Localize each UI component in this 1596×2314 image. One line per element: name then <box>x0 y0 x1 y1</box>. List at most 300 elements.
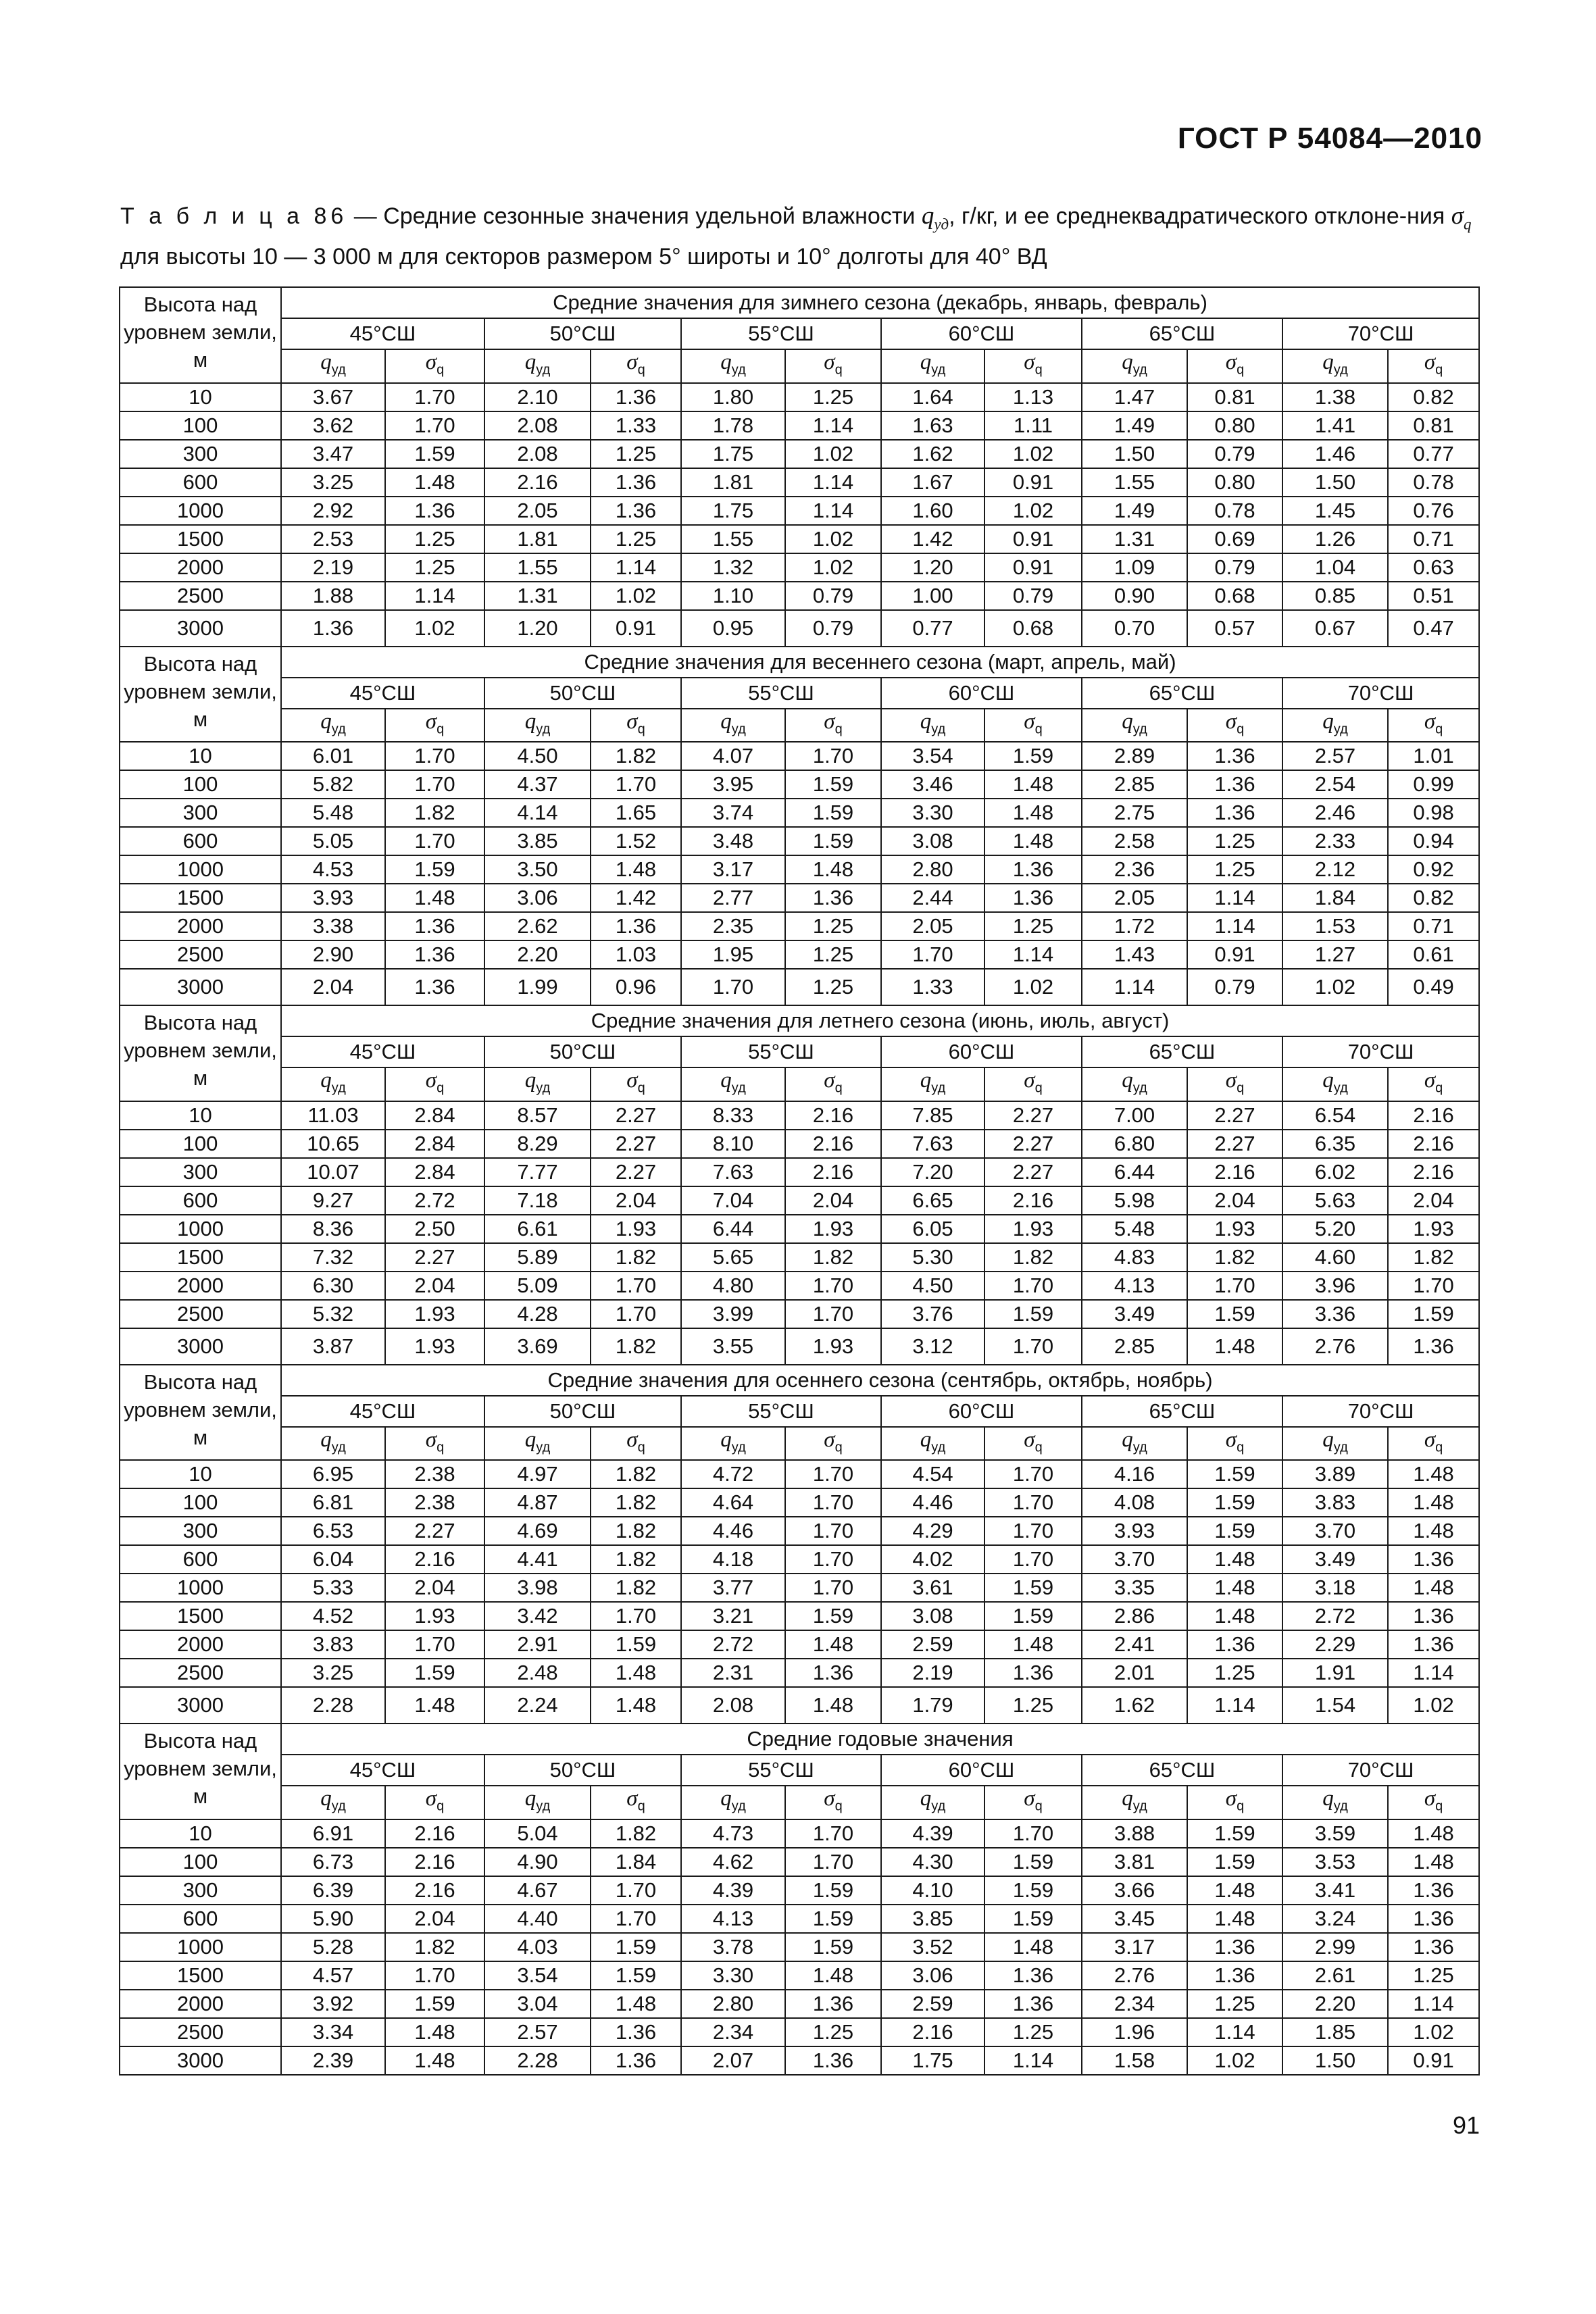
q-value-cell: 4.03 <box>484 1933 591 1961</box>
sigma-value-cell: 1.48 <box>785 855 881 884</box>
table-caption <box>120 200 1478 273</box>
height-cell: 300 <box>120 1876 281 1905</box>
q-value-cell: 2.41 <box>1082 1630 1187 1659</box>
sigma-value-cell: 1.36 <box>1187 1961 1282 1990</box>
sigma-value-cell: 1.25 <box>591 525 681 553</box>
height-cell: 100 <box>120 1488 281 1517</box>
q-specific-header: $q_{уд}$ <box>881 1427 984 1461</box>
q-value-cell: 2.08 <box>484 440 591 468</box>
q-value-cell: 2.44 <box>881 884 984 912</box>
sigma-value-cell: 0.80 <box>1187 468 1282 497</box>
q-value-cell: 7.04 <box>681 1186 785 1215</box>
q-value-cell: 4.16 <box>1082 1460 1187 1488</box>
q-specific-header: $q_{уд}$ <box>281 1067 385 1101</box>
sigma-q-header: $\sigma_q$ <box>591 709 681 743</box>
height-cell: 300 <box>120 1517 281 1545</box>
sigma-value-cell: 1.59 <box>1187 1488 1282 1517</box>
sigma-value-cell: 1.48 <box>591 855 681 884</box>
sigma-value-cell: 1.48 <box>984 1933 1082 1961</box>
sigma-value-cell: 2.16 <box>1388 1130 1479 1158</box>
q-value-cell: 2.54 <box>1282 770 1388 799</box>
sigma-value-cell: 0.91 <box>984 553 1082 582</box>
sigma-value-cell: 1.70 <box>984 1819 1082 1848</box>
sigma-q-header: $\sigma_q$ <box>785 1786 881 1819</box>
sigma-value-cell: 1.93 <box>785 1328 881 1365</box>
sigma-value-cell: 1.48 <box>785 1961 881 1990</box>
sigma-value-cell: 1.70 <box>785 1574 881 1602</box>
height-column-header: Высота над уровнем земли, м <box>120 1724 281 1819</box>
q-value-cell: 3.85 <box>881 1905 984 1933</box>
sigma-value-cell: 2.04 <box>785 1186 881 1215</box>
q-value-cell: 4.73 <box>681 1819 785 1848</box>
sigma-value-cell: 1.25 <box>984 1687 1082 1724</box>
q-specific-header: $q_{уд}$ <box>681 1427 785 1461</box>
table-row <box>120 855 1479 884</box>
q-value-cell: 0.77 <box>881 610 984 647</box>
q-value-cell: 4.46 <box>881 1488 984 1517</box>
season-title: Средние годовые значения <box>281 1724 1479 1755</box>
q-value-cell: 3.85 <box>484 827 591 855</box>
latitude-header: 70°СШ <box>1282 1036 1479 1067</box>
table-row <box>120 1243 1479 1272</box>
q-value-cell: 1.81 <box>484 525 591 553</box>
q-value-cell: 1.04 <box>1282 553 1388 582</box>
sigma-value-cell: 1.70 <box>984 1328 1082 1365</box>
sigma-q-header: $\sigma_q$ <box>591 1786 681 1819</box>
q-value-cell: 10.65 <box>281 1130 385 1158</box>
sigma-value-cell: 1.59 <box>591 1933 681 1961</box>
q-value-cell: 1.62 <box>881 440 984 468</box>
q-specific-header: $q_{уд}$ <box>484 709 591 743</box>
sigma-value-cell: 1.36 <box>984 1990 1082 2018</box>
q-specific-header: $q_{уд}$ <box>281 1786 385 1819</box>
latitude-header: 55°СШ <box>681 678 881 709</box>
sigma-value-cell: 1.93 <box>385 1300 484 1328</box>
q-value-cell: 2.19 <box>281 553 385 582</box>
sigma-value-cell: 1.03 <box>591 940 681 969</box>
sigma-value-cell: 2.27 <box>591 1130 681 1158</box>
sigma-value-cell: 1.59 <box>785 1933 881 1961</box>
sigma-value-cell: 1.82 <box>385 799 484 827</box>
sigma-q-header: $\sigma_q$ <box>385 1786 484 1819</box>
sigma-value-cell: 0.91 <box>984 468 1082 497</box>
table-row <box>120 1574 1479 1602</box>
sigma-value-cell: 1.70 <box>785 1460 881 1488</box>
q-value-cell: 3.42 <box>484 1602 591 1630</box>
sigma-value-cell: 1.36 <box>1187 1933 1282 1961</box>
q-value-cell: 4.28 <box>484 1300 591 1328</box>
q-value-cell: 4.90 <box>484 1848 591 1876</box>
q-value-cell: 3.54 <box>881 742 984 770</box>
q-specific-header: $q_{уд}$ <box>1082 1067 1187 1101</box>
q-value-cell: 5.98 <box>1082 1186 1187 1215</box>
q-specific-header: $q_{уд}$ <box>681 349 785 383</box>
sigma-q-header: $\sigma_q$ <box>785 1427 881 1461</box>
season-header-row <box>120 1724 1479 1755</box>
latitude-header: 55°СШ <box>681 1755 881 1786</box>
sigma-value-cell: 1.02 <box>1388 1687 1479 1724</box>
sigma-value-cell: 1.14 <box>591 553 681 582</box>
table-row <box>120 1819 1479 1848</box>
sigma-value-cell: 0.91 <box>591 610 681 647</box>
table-row <box>120 1186 1479 1215</box>
q-value-cell: 2.75 <box>1082 799 1187 827</box>
sigma-value-cell: 1.82 <box>1388 1243 1479 1272</box>
q-value-cell: 3.25 <box>281 1659 385 1687</box>
sigma-value-cell: 1.25 <box>785 940 881 969</box>
latitude-header: 60°СШ <box>881 1755 1082 1786</box>
height-cell: 10 <box>120 383 281 411</box>
sigma-value-cell: 2.27 <box>1187 1101 1282 1130</box>
sigma-value-cell: 1.59 <box>1388 1300 1479 1328</box>
q-value-cell: 2.20 <box>484 940 591 969</box>
sigma-value-cell: 1.36 <box>591 912 681 940</box>
q-value-cell: 5.89 <box>484 1243 591 1272</box>
q-value-cell: 5.33 <box>281 1574 385 1602</box>
height-cell: 1000 <box>120 855 281 884</box>
sigma-value-cell: 1.70 <box>785 1545 881 1574</box>
sigma-value-cell: 1.01 <box>1388 742 1479 770</box>
sigma-q-header: $\sigma_q$ <box>785 349 881 383</box>
height-cell: 1500 <box>120 1243 281 1272</box>
sigma-value-cell: 1.36 <box>591 2046 681 2075</box>
sigma-value-cell: 1.02 <box>1388 2018 1479 2046</box>
sigma-value-cell: 1.48 <box>591 1687 681 1724</box>
q-value-cell: 3.30 <box>681 1961 785 1990</box>
q-value-cell: 2.46 <box>1282 799 1388 827</box>
latitude-header: 60°СШ <box>881 318 1082 349</box>
q-value-cell: 4.67 <box>484 1876 591 1905</box>
page-number: 91 <box>1452 2111 1480 2139</box>
sigma-value-cell: 1.42 <box>591 884 681 912</box>
q-value-cell: 6.65 <box>881 1186 984 1215</box>
q-value-cell: 2.36 <box>1082 855 1187 884</box>
q-value-cell: 2.76 <box>1282 1328 1388 1365</box>
sigma-value-cell: 1.36 <box>1388 1328 1479 1365</box>
q-specific-header: $q_{уд}$ <box>1282 1427 1388 1461</box>
sigma-value-cell: 1.36 <box>591 383 681 411</box>
sigma-value-cell: 1.25 <box>1187 855 1282 884</box>
q-value-cell: 4.97 <box>484 1460 591 1488</box>
sigma-value-cell: 1.59 <box>591 1961 681 1990</box>
q-value-cell: 1.09 <box>1082 553 1187 582</box>
q-value-cell: 3.87 <box>281 1328 385 1365</box>
q-value-cell: 2.05 <box>1082 884 1187 912</box>
q-value-cell: 3.77 <box>681 1574 785 1602</box>
table-row <box>120 1545 1479 1574</box>
sigma-q-header: $\sigma_q$ <box>984 1067 1082 1101</box>
sigma-value-cell: 1.48 <box>1187 1876 1282 1905</box>
q-value-cell: 2.35 <box>681 912 785 940</box>
q-value-cell: 2.33 <box>1282 827 1388 855</box>
sigma-value-cell: 1.02 <box>984 969 1082 1005</box>
q-value-cell: 1.67 <box>881 468 984 497</box>
q-value-cell: 3.53 <box>1282 1848 1388 1876</box>
caption-text-3: для высоты 10 — 3 000 м для секторов размером 5° широты и 10° долготы для 40° ВД <box>120 244 1047 270</box>
q-value-cell: 4.54 <box>881 1460 984 1488</box>
height-cell: 10 <box>120 1819 281 1848</box>
height-cell: 1000 <box>120 497 281 525</box>
q-value-cell: 2.80 <box>681 1990 785 2018</box>
latitude-header: 65°СШ <box>1082 318 1282 349</box>
sigma-q-header: $\sigma_q$ <box>591 1067 681 1101</box>
sigma-value-cell: 1.82 <box>591 1488 681 1517</box>
table-row <box>120 1961 1479 1990</box>
sigma-value-cell: 1.59 <box>984 1876 1082 1905</box>
height-cell: 600 <box>120 827 281 855</box>
sigma-value-cell: 0.91 <box>1187 940 1282 969</box>
sigma-value-cell: 1.25 <box>1187 827 1282 855</box>
q-value-cell: 2.10 <box>484 383 591 411</box>
height-cell: 600 <box>120 1186 281 1215</box>
q-value-cell: 6.95 <box>281 1460 385 1488</box>
q-value-cell: 4.72 <box>681 1460 785 1488</box>
sigma-value-cell: 1.36 <box>1187 1630 1282 1659</box>
q-value-cell: 4.64 <box>681 1488 785 1517</box>
latitude-header: 70°СШ <box>1282 1396 1479 1427</box>
sigma-value-cell: 0.71 <box>1388 525 1479 553</box>
q-value-cell: 4.18 <box>681 1545 785 1574</box>
q-value-cell: 1.10 <box>681 582 785 610</box>
sigma-value-cell: 1.25 <box>984 912 1082 940</box>
height-cell: 1000 <box>120 1215 281 1243</box>
sigma-value-cell: 1.02 <box>984 497 1082 525</box>
q-value-cell: 5.20 <box>1282 1215 1388 1243</box>
q-value-cell: 3.04 <box>484 1990 591 2018</box>
sigma-value-cell: 1.48 <box>1388 1488 1479 1517</box>
q-value-cell: 1.88 <box>281 582 385 610</box>
sigma-value-cell: 1.59 <box>385 1990 484 2018</box>
q-value-cell: 2.01 <box>1082 1659 1187 1687</box>
q-value-cell: 3.06 <box>881 1961 984 1990</box>
q-specific-header: $q_{уд}$ <box>484 1786 591 1819</box>
sigma-value-cell: 0.69 <box>1187 525 1282 553</box>
latitude-header: 65°СШ <box>1082 678 1282 709</box>
sigma-value-cell: 1.70 <box>785 1272 881 1300</box>
sigma-value-cell: 1.59 <box>785 1905 881 1933</box>
height-cell: 100 <box>120 770 281 799</box>
q-value-cell: 3.55 <box>681 1328 785 1365</box>
table-row <box>120 2018 1479 2046</box>
q-value-cell: 4.30 <box>881 1848 984 1876</box>
sigma-q-header: $\sigma_q$ <box>385 709 484 743</box>
q-value-cell: 1.49 <box>1082 497 1187 525</box>
q-value-cell: 5.48 <box>281 799 385 827</box>
sigma-value-cell: 1.59 <box>984 742 1082 770</box>
q-value-cell: 1.75 <box>681 440 785 468</box>
sigma-value-cell: 1.70 <box>984 1545 1082 1574</box>
q-value-cell: 7.18 <box>484 1186 591 1215</box>
table-row <box>120 1876 1479 1905</box>
height-cell: 600 <box>120 1545 281 1574</box>
q-value-cell: 2.59 <box>881 1990 984 2018</box>
q-value-cell: 5.48 <box>1082 1215 1187 1243</box>
q-value-cell: 4.41 <box>484 1545 591 1574</box>
latitude-header: 45°СШ <box>281 678 484 709</box>
q-value-cell: 3.41 <box>1282 1876 1388 1905</box>
height-cell: 300 <box>120 1158 281 1186</box>
sigma-value-cell: 1.48 <box>385 2018 484 2046</box>
sigma-value-cell: 1.25 <box>1388 1961 1479 1990</box>
q-value-cell: 1.70 <box>881 940 984 969</box>
sigma-value-cell: 1.59 <box>385 1659 484 1687</box>
sigma-value-cell: 1.48 <box>385 2046 484 2075</box>
sigma-value-cell: 2.16 <box>385 1876 484 1905</box>
q-value-cell: 6.02 <box>1282 1158 1388 1186</box>
q-value-cell: 6.53 <box>281 1517 385 1545</box>
sigma-q-header: $\sigma_q$ <box>385 1427 484 1461</box>
sigma-value-cell: 2.16 <box>785 1130 881 1158</box>
height-cell: 1500 <box>120 1961 281 1990</box>
sigma-value-cell: 1.59 <box>385 855 484 884</box>
latitude-header: 50°СШ <box>484 1396 681 1427</box>
q-value-cell: 5.65 <box>681 1243 785 1272</box>
season-header-row <box>120 1365 1479 1396</box>
q-value-cell: 1.27 <box>1282 940 1388 969</box>
q-value-cell: 2.04 <box>281 969 385 1005</box>
height-cell: 3000 <box>120 1687 281 1724</box>
sigma-value-cell: 1.25 <box>785 969 881 1005</box>
q-value-cell: 1.91 <box>1282 1659 1388 1687</box>
sigma-value-cell: 1.82 <box>1187 1243 1282 1272</box>
q-value-cell: 8.57 <box>484 1101 591 1130</box>
sigma-value-cell: 1.48 <box>1388 1517 1479 1545</box>
height-cell: 10 <box>120 1101 281 1130</box>
q-value-cell: 3.47 <box>281 440 385 468</box>
height-column-header: Высота над уровнем земли, м <box>120 1365 281 1461</box>
height-cell: 600 <box>120 468 281 497</box>
latitude-header: 70°СШ <box>1282 678 1479 709</box>
q-value-cell: 2.86 <box>1082 1602 1187 1630</box>
sigma-value-cell: 1.70 <box>591 1300 681 1328</box>
height-cell: 10 <box>120 1460 281 1488</box>
latitude-header: 45°СШ <box>281 318 484 349</box>
table-row <box>120 884 1479 912</box>
q-value-cell: 1.72 <box>1082 912 1187 940</box>
q-value-cell: 4.02 <box>881 1545 984 1574</box>
sigma-q-header: $\sigma_q$ <box>785 1067 881 1101</box>
sigma-value-cell: 1.48 <box>385 1687 484 1724</box>
height-cell: 2000 <box>120 1272 281 1300</box>
q-value-cell: 3.17 <box>1082 1933 1187 1961</box>
sigma-value-cell: 0.79 <box>1187 969 1282 1005</box>
q-value-cell: 3.62 <box>281 411 385 440</box>
q-value-cell: 3.83 <box>1282 1488 1388 1517</box>
q-specific-header: $q_{уд}$ <box>1082 1427 1187 1461</box>
sigma-value-cell: 1.59 <box>984 1602 1082 1630</box>
sigma-value-cell: 1.11 <box>984 411 1082 440</box>
sigma-q-header: $\sigma_q$ <box>984 709 1082 743</box>
q-value-cell: 1.99 <box>484 969 591 1005</box>
q-value-cell: 3.59 <box>1282 1819 1388 1848</box>
sigma-q-header: $\sigma_q$ <box>1187 709 1282 743</box>
q-value-cell: 8.33 <box>681 1101 785 1130</box>
q-value-cell: 1.49 <box>1082 411 1187 440</box>
sigma-value-cell: 1.70 <box>385 383 484 411</box>
sigma-value-cell: 2.84 <box>385 1130 484 1158</box>
sigma-value-cell: 1.48 <box>591 1659 681 1687</box>
q-value-cell: 1.41 <box>1282 411 1388 440</box>
sigma-value-cell: 0.92 <box>1388 855 1479 884</box>
q-value-cell: 2.59 <box>881 1630 984 1659</box>
sigma-value-cell: 0.96 <box>591 969 681 1005</box>
sigma-value-cell: 1.70 <box>385 770 484 799</box>
sigma-value-cell: 2.16 <box>1388 1101 1479 1130</box>
latitude-header: 55°СШ <box>681 1036 881 1067</box>
q-value-cell: 1.79 <box>881 1687 984 1724</box>
q-value-cell: 3.95 <box>681 770 785 799</box>
height-column-header: Высота над уровнем земли, м <box>120 1005 281 1101</box>
height-cell: 2000 <box>120 1990 281 2018</box>
table-row <box>120 1215 1479 1243</box>
q-value-cell: 6.80 <box>1082 1130 1187 1158</box>
sigma-value-cell: 1.70 <box>984 1488 1082 1517</box>
sigma-value-cell: 2.16 <box>785 1158 881 1186</box>
q-value-cell: 2.91 <box>484 1630 591 1659</box>
sigma-value-cell: 1.70 <box>984 1272 1082 1300</box>
table-row <box>120 1488 1479 1517</box>
q-value-cell: 1.55 <box>1082 468 1187 497</box>
latitude-header-row <box>120 1755 1479 1786</box>
sigma-value-cell: 1.59 <box>785 1876 881 1905</box>
sigma-value-cell: 1.25 <box>785 912 881 940</box>
q-value-cell: 3.70 <box>1282 1517 1388 1545</box>
symbol-header-row <box>120 709 1479 743</box>
sigma-value-cell: 1.25 <box>385 525 484 553</box>
q-value-cell: 1.70 <box>681 969 785 1005</box>
q-value-cell: 3.45 <box>1082 1905 1187 1933</box>
table-row <box>120 468 1479 497</box>
q-value-cell: 0.90 <box>1082 582 1187 610</box>
table-row <box>120 383 1479 411</box>
q-value-cell: 4.60 <box>1282 1243 1388 1272</box>
q-value-cell: 6.01 <box>281 742 385 770</box>
q-value-cell: 3.61 <box>881 1574 984 1602</box>
q-value-cell: 3.49 <box>1282 1545 1388 1574</box>
sigma-value-cell: 0.79 <box>984 582 1082 610</box>
q-value-cell: 1.50 <box>1282 468 1388 497</box>
q-value-cell: 3.50 <box>484 855 591 884</box>
q-value-cell: 1.58 <box>1082 2046 1187 2075</box>
q-value-cell: 6.35 <box>1282 1130 1388 1158</box>
q-value-cell: 1.32 <box>681 553 785 582</box>
height-cell: 100 <box>120 1130 281 1158</box>
sigma-q-header: $\sigma_q$ <box>1187 1786 1282 1819</box>
q-value-cell: 5.63 <box>1282 1186 1388 1215</box>
q-value-cell: 7.77 <box>484 1158 591 1186</box>
latitude-header: 55°СШ <box>681 1396 881 1427</box>
sigma-value-cell: 0.61 <box>1388 940 1479 969</box>
sigma-value-cell: 0.77 <box>1388 440 1479 468</box>
latitude-header: 65°СШ <box>1082 1396 1282 1427</box>
sigma-value-cell: 1.36 <box>591 2018 681 2046</box>
q-value-cell: 3.24 <box>1282 1905 1388 1933</box>
sigma-value-cell: 2.16 <box>385 1848 484 1876</box>
sigma-value-cell: 1.48 <box>1388 1819 1479 1848</box>
sigma-q-header: $\sigma_q$ <box>1388 709 1479 743</box>
sigma-value-cell: 1.70 <box>591 1905 681 1933</box>
table-row <box>120 770 1479 799</box>
q-value-cell: 1.50 <box>1282 2046 1388 2075</box>
sigma-value-cell: 2.04 <box>385 1574 484 1602</box>
sigma-q-header: $\sigma_q$ <box>785 709 881 743</box>
q-value-cell: 1.45 <box>1282 497 1388 525</box>
q-value-cell: 3.34 <box>281 2018 385 2046</box>
sigma-value-cell: 1.25 <box>1187 1659 1282 1687</box>
humidity-table-container <box>119 286 1478 2076</box>
q-value-cell: 3.18 <box>1282 1574 1388 1602</box>
q-value-cell: 6.30 <box>281 1272 385 1300</box>
